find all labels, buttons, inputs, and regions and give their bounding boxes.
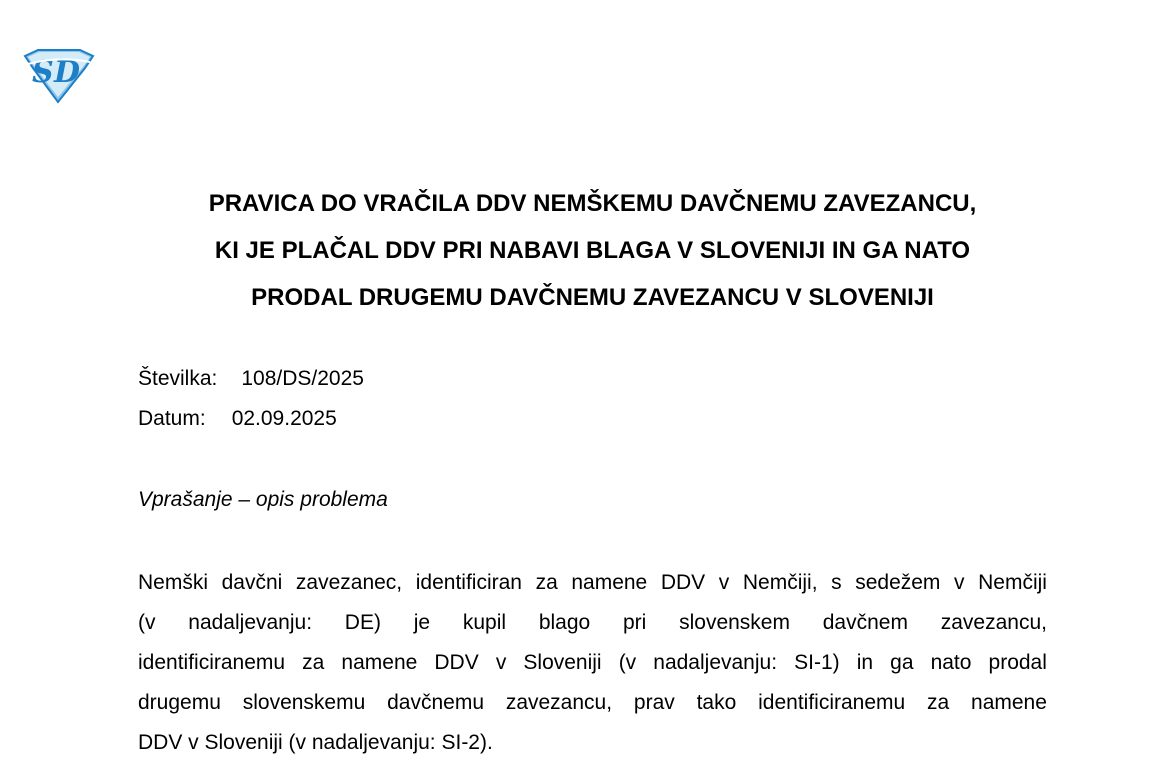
paragraph-word: slovenskem <box>679 611 790 634</box>
paragraph-word: za <box>535 571 558 594</box>
paragraph-word: v <box>954 571 965 594</box>
paragraph-line <box>138 683 1047 723</box>
paragraph-word: Nemčiji, <box>742 571 818 594</box>
paragraph-word: Sloveniji <box>523 651 602 674</box>
paragraph-line <box>138 603 1047 643</box>
paragraph-word: ga <box>890 651 914 674</box>
paragraph-word: zavezanec, <box>295 571 403 594</box>
paragraph-word: davčnem <box>822 611 908 634</box>
paragraph-word: identificiran <box>415 571 522 594</box>
document-title <box>100 180 1085 321</box>
paragraph-word: davčni <box>221 571 283 594</box>
document-date-value: 02.09.2025 <box>231 407 337 430</box>
document-date-row <box>138 406 337 432</box>
svg-text:S: S <box>32 55 54 90</box>
paragraph-word: DE) <box>344 611 381 634</box>
paragraph-line <box>138 643 1047 683</box>
paragraph-word: identificiranemu <box>138 651 286 674</box>
title-line-1: PRAVICA DO VRAČILA DDV NEMŠKEMU DAVČNEMU ZAVEZANCU, <box>208 190 977 217</box>
paragraph-word: in <box>856 651 874 674</box>
paragraph-word: nato <box>930 651 972 674</box>
paragraph-word: blago <box>538 611 591 634</box>
document-number-label: Številka: <box>138 367 218 390</box>
paragraph-word: Nemčiji <box>978 571 1047 594</box>
title-line-2: KI JE PLAČAL DDV PRI NABAVI BLAGA V SLOVENIJI IN GA NATO <box>214 237 971 264</box>
document-date-label: Datum: <box>138 407 206 430</box>
paragraph-word: zavezancu, <box>940 611 1047 634</box>
paragraph-word: v <box>718 571 730 594</box>
section-heading: Vprašanje – opis problema <box>138 488 388 511</box>
paragraph-word: davčnemu <box>387 691 484 714</box>
paragraph-word: DDV <box>660 571 706 594</box>
paragraph-word: namene <box>571 571 648 594</box>
paragraph-word: nadaljevanju: <box>188 611 313 634</box>
title-line-3: PRODAL DRUGEMU DAVČNEMU ZAVEZANCU V SLOVENIJI <box>251 284 934 311</box>
paragraph-word: tako <box>696 691 737 714</box>
paragraph-word: DDV <box>434 651 479 674</box>
paragraph-word: za <box>927 691 950 714</box>
paragraph-word: prav <box>633 691 675 714</box>
paragraph-word: s <box>831 571 842 594</box>
paragraph-word: pri <box>622 611 647 634</box>
paragraph-word: sedežem <box>855 571 941 594</box>
paragraph-word: je <box>413 611 431 634</box>
paragraph-word: kupil <box>462 611 507 634</box>
paragraph-word: drugemu <box>138 691 221 714</box>
sd-shield-logo-icon <box>22 48 96 104</box>
paragraph-word: Nemški <box>138 571 209 594</box>
paragraph-word: nadaljevanju: <box>653 651 778 674</box>
body-paragraph <box>138 563 1047 763</box>
paragraph-word: zavezancu, <box>505 691 613 714</box>
paragraph-word: namene <box>971 691 1047 714</box>
paragraph-word: namene <box>341 651 418 674</box>
paragraph-word: identificiranemu <box>758 691 906 714</box>
paragraph-word: za <box>302 651 325 674</box>
paragraph-word: prodal <box>988 651 1047 674</box>
paragraph-word: slovenskemu <box>242 691 366 714</box>
document-number-value: 108/DS/2025 <box>241 367 364 390</box>
paragraph-line: DDV v Sloveniji (v nadaljevanju: SI-2). <box>138 731 493 754</box>
paragraph-line <box>138 563 1047 603</box>
paragraph-word: (v <box>138 611 156 634</box>
paragraph-word: (v <box>618 651 637 674</box>
paragraph-word: v <box>495 651 507 674</box>
svg-text:D: D <box>54 55 81 90</box>
document-number-row <box>138 366 364 392</box>
paragraph-word: SI-1) <box>794 651 840 674</box>
